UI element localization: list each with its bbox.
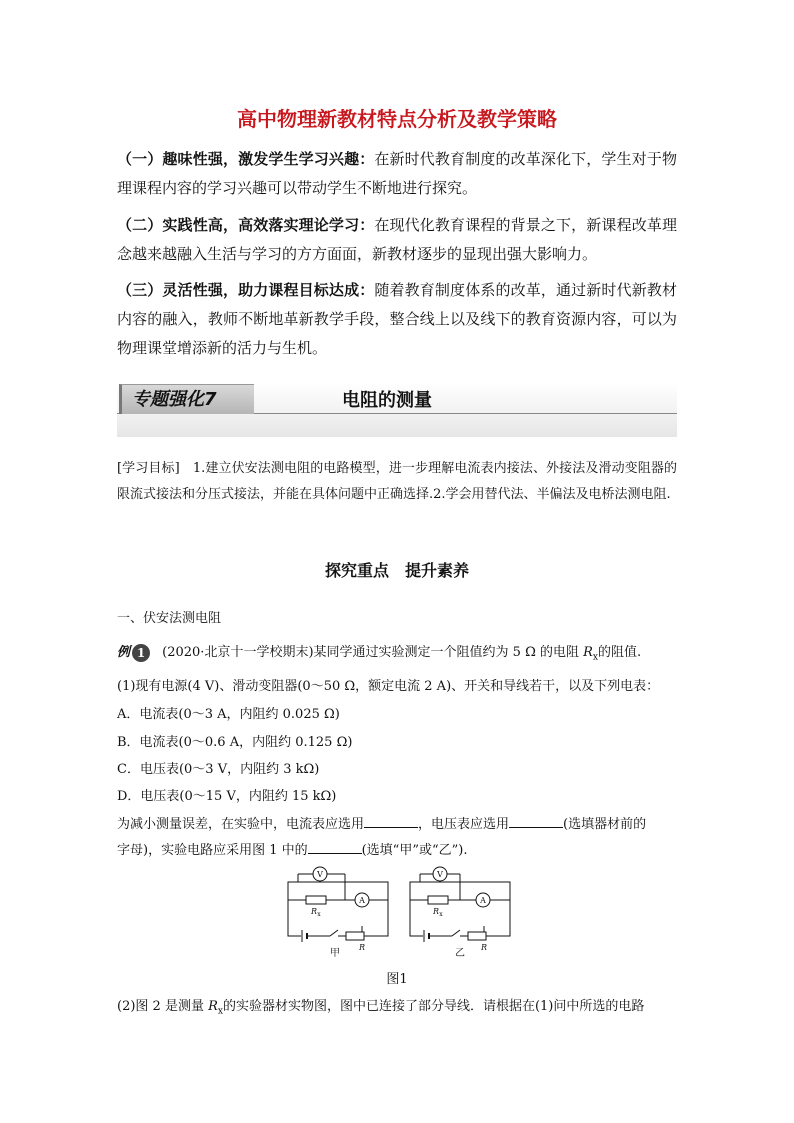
section-3-text: 随着教育制度体系的改革，通过新时代新教材内容的融入，教师不断地革新教学手段，整合线上以及线下的教育资源内容，可以为物理课堂增添新的活力与生机。 bbox=[117, 281, 677, 357]
topic-title: 电阻的测量 bbox=[342, 390, 432, 411]
page-title: 高中物理新教材特点分析及教学策略 bbox=[237, 107, 557, 131]
example-intro-end: 的阻值. bbox=[598, 645, 642, 660]
fill-line-1 bbox=[117, 812, 646, 838]
circuit-left bbox=[288, 867, 388, 942]
learning-goals: [学习目标] 1.建立伏安法测电阻的电路模型，进一步理解电流表内接法、外接法及滑动变阻器的限流式接法和分压式接法，并能在具体问题中正确选择.2.学会用替代法、半偏法及电桥法测电阻. bbox=[117, 461, 677, 502]
rheostat-right bbox=[468, 932, 486, 940]
label-a-right: A bbox=[480, 896, 486, 905]
section-3 bbox=[117, 276, 677, 363]
question-2 bbox=[117, 994, 644, 1025]
example-intro: 某同学通过实验测定一个阻值约为 5 Ω 的电阻 bbox=[313, 645, 584, 660]
fill-2b: (选填“甲”或“乙”). bbox=[361, 843, 468, 858]
section-heading: 探究重点 提升素养 bbox=[324, 561, 469, 580]
voltmeter-blank[interactable] bbox=[509, 813, 563, 828]
label-yi: 乙 bbox=[455, 948, 465, 959]
label-r-left: R bbox=[358, 943, 366, 952]
circuit-diagrams bbox=[280, 864, 520, 964]
label-rx-left: R bbox=[310, 907, 318, 916]
label-v-right: V bbox=[437, 870, 443, 879]
fill-1c: (选填器材前的 bbox=[563, 817, 647, 832]
resistor-x-left bbox=[306, 896, 326, 904]
label-rx-sub-left: x bbox=[317, 911, 321, 918]
option-a: A．电流表(0～3 A，内阻约 0.025 Ω) bbox=[117, 707, 340, 722]
q2-pre: (2)图 2 是测量 bbox=[117, 999, 209, 1014]
option-b: B．电流表(0～0.6 A，内阻约 0.125 Ω) bbox=[117, 735, 353, 750]
section-2 bbox=[117, 211, 677, 269]
q2-var-sub: x bbox=[217, 1006, 223, 1017]
label-jia: 甲 bbox=[330, 948, 340, 959]
example-var: R bbox=[583, 645, 593, 660]
option-c: C．电压表(0～3 V，内阻约 3 kΩ) bbox=[117, 762, 320, 777]
section-2-label: （二）实践性高，高效落实理论学习： bbox=[117, 216, 375, 234]
ammeter-blank[interactable] bbox=[364, 813, 418, 828]
subheading: 一、伏安法测电阻 bbox=[117, 611, 222, 626]
example-number: 1 bbox=[132, 644, 150, 662]
section-1 bbox=[117, 145, 677, 203]
question-1: (1)现有电源(4 V)、滑动变阻器(0～50 Ω，额定电流 2 A)、开关和导线若干，以及下列电表： bbox=[117, 679, 660, 694]
section-2-text: 在现代化教育课程的背景之下，新课程改革理念越来越融入生活与学习的方方面面，新教材逐步的显现出强大影响力。 bbox=[117, 216, 677, 263]
circuit-right bbox=[410, 867, 510, 942]
circuit-blank[interactable] bbox=[308, 839, 362, 854]
fill-line-2 bbox=[117, 838, 467, 864]
topic-banner bbox=[117, 382, 677, 437]
option-d: D．电压表(0～15 V，内阻约 15 kΩ) bbox=[117, 789, 337, 804]
label-rx-sub-right: x bbox=[439, 911, 443, 918]
label-a-left: A bbox=[359, 896, 365, 905]
example-var-sub: x bbox=[592, 652, 598, 663]
example-source: (2020·北京十一学校期末) bbox=[162, 645, 314, 660]
label-r-right: R bbox=[480, 943, 488, 952]
label-v-left: V bbox=[317, 870, 323, 879]
example-line bbox=[117, 640, 641, 671]
q2-var: R bbox=[208, 999, 218, 1014]
fill-1a: 为减小测量误差，在实验中，电流表应选用 bbox=[117, 817, 365, 832]
resistor-x-right bbox=[428, 896, 448, 904]
topic-tag: 专题强化7 bbox=[119, 384, 254, 414]
fill-2a: 字母)，实验电路应采用图 1 中的 bbox=[117, 843, 308, 858]
label-rx-right: R bbox=[432, 907, 440, 916]
figure-caption: 图1 bbox=[386, 972, 408, 987]
section-1-text: 在新时代教育制度的改革深化下，学生对于物理课程内容的学习兴趣可以带动学生不断地进行探究。 bbox=[117, 150, 677, 197]
fill-1b: ，电压表应选用 bbox=[418, 817, 510, 832]
rheostat-left bbox=[346, 932, 364, 940]
section-1-label: （一）趣味性强，激发学生学习兴趣： bbox=[117, 150, 375, 168]
q2-post: 的实验器材实物图，图中已连接了部分导线．请根据在(1)问中所选的电路 bbox=[222, 999, 645, 1014]
section-3-label: （三）灵活性强，助力课程目标达成： bbox=[117, 281, 375, 299]
example-badge: 例 bbox=[117, 645, 131, 660]
